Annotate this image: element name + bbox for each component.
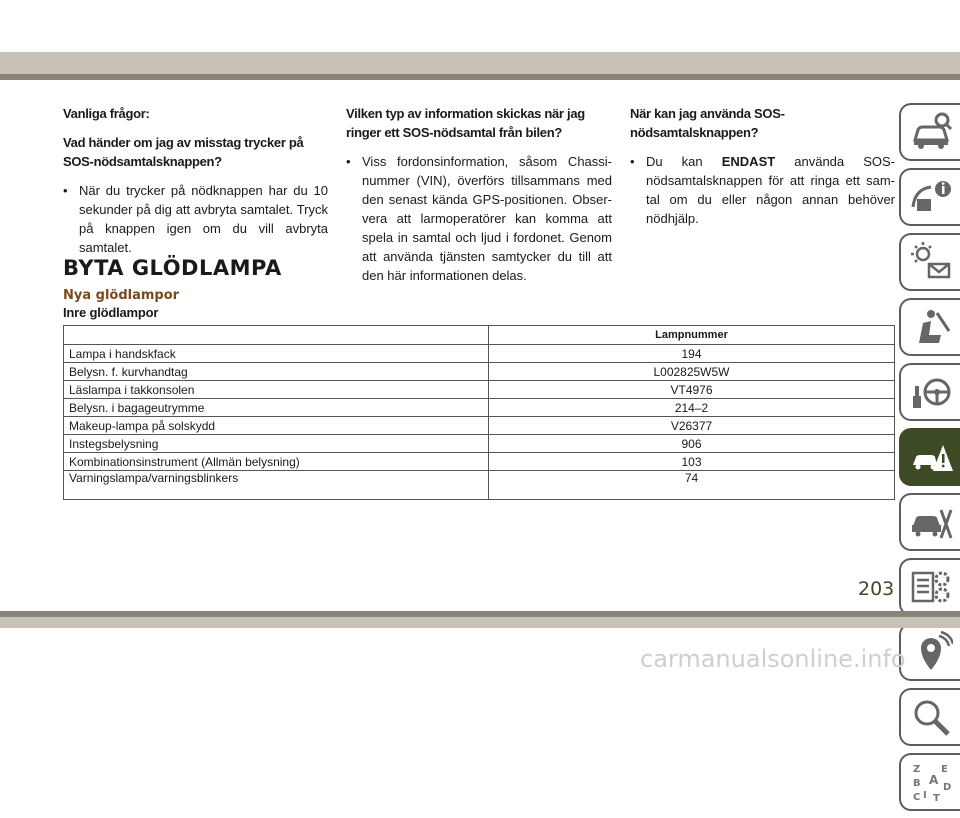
tab-roadside-emergency[interactable] (899, 428, 960, 486)
table-row (64, 453, 895, 471)
index-letter: C (912, 792, 920, 803)
index-letter: Z (912, 764, 920, 775)
table-row (64, 471, 895, 500)
bulb-name: Läslampa i takkonsolen (64, 381, 489, 399)
tab-car-service[interactable] (899, 493, 960, 551)
table-row (64, 417, 895, 435)
car-service-icon (909, 500, 953, 544)
faq-question-1: Vad händer om jag av misstag trycker på SOS-nödsamtalsknappen? (63, 135, 304, 169)
bulb-number: 74 (489, 471, 895, 500)
car-seat-icon (909, 305, 953, 349)
tab-car-info[interactable] (899, 103, 960, 161)
watermark: carmanualsonline.info (640, 645, 906, 673)
faq-answer-3-text (646, 152, 895, 228)
index-letter: B (912, 778, 921, 789)
roadside-emergency-icon (909, 435, 953, 479)
faq-question-3: När kan jag använda SOS-nödsamtalsknappen? (630, 106, 785, 140)
bulb-number: 194 (489, 345, 895, 363)
table-row (64, 363, 895, 381)
section-title: BYTA GLÖDLAMPA (63, 256, 282, 280)
bulb-number: 103 (489, 453, 895, 471)
index-letter: I (922, 790, 927, 801)
index-letters-icon (909, 760, 953, 804)
bulb-name: Instegsbelysning (64, 435, 489, 453)
bulb-name: Makeup-lampa på solskydd (64, 417, 489, 435)
faq-heading: Vanliga frågor: (63, 106, 150, 121)
specifications-icon (909, 565, 953, 609)
bulb-name: Kombinationsinstrument (Allmän belysning) (64, 453, 489, 471)
table-header-blank (64, 326, 489, 345)
dashboard-info-icon (909, 175, 953, 219)
warning-lights-icon (909, 240, 953, 284)
bulb-number: VT4976 (489, 381, 895, 399)
multimedia-icon (909, 630, 953, 674)
faq-answer-2 (346, 152, 612, 285)
tab-steering-wheel[interactable] (899, 363, 960, 421)
faq-column-2 (346, 104, 612, 285)
steering-wheel-icon (909, 370, 953, 414)
table-row (64, 345, 895, 363)
table-row (64, 435, 895, 453)
bulb-number: 214–2 (489, 399, 895, 417)
car-info-icon (909, 110, 953, 154)
bulb-number: 906 (489, 435, 895, 453)
top-band-stripe (0, 74, 960, 80)
faq-question-2: Vilken typ av information skickas när jag ringer ett SOS-nödsamtal från bilen? (346, 106, 585, 140)
index-letter: T (932, 793, 940, 804)
faq-answer-1 (63, 181, 328, 257)
faq-column-1 (63, 104, 328, 257)
bulb-name: Varningslampa/varningsblinkers (64, 471, 489, 500)
index-letter: A (928, 773, 938, 787)
faq-column-3 (630, 104, 895, 228)
bulb-name: Belysn. i bagageutrymme (64, 399, 489, 417)
tab-dashboard-info[interactable] (899, 168, 960, 226)
top-band (0, 52, 960, 74)
faq-answer-1-text: När du trycker på nödknappen har du 10 sekunder på dig att avbryta samtalet. Tryck på knappen igen om du vill avbryta samtalet. (79, 183, 328, 255)
bullet-point: • (346, 154, 351, 169)
faq-answer-3-emphasis: ENDAST (721, 154, 776, 169)
page-number: 203 (858, 578, 895, 600)
tab-multimedia[interactable] (899, 623, 960, 681)
table-row (64, 399, 895, 417)
bulb-name: Belysn. f. kurvhandtag (64, 363, 489, 381)
faq-answer-2-text: Viss fordonsinformation, såsom Chassi-nummer (VIN), överförs tillsammans med den senast kända GPS-positionen. Obser-vera att larmoperatörer kan komma att spela in samtal och ljud i fordonet. Genom att använda tjänsten samtycker du till att den här informationen delas. (362, 154, 612, 283)
faq-answer-3-post: använda SOS-nödsamtalsknappen för att ringa ett sam-tal om du eller någon annan behöver nödhjälp. (646, 154, 895, 226)
tab-specifications[interactable] (899, 558, 960, 616)
index-letter: D (942, 782, 951, 793)
index-letter: E (940, 764, 948, 775)
subsection-title: Nya glödlampor (63, 288, 180, 303)
faq-answer-3 (630, 152, 895, 228)
bullet-point: • (63, 183, 68, 198)
bulb-number: V26377 (489, 417, 895, 435)
tab-car-seat[interactable] (899, 298, 960, 356)
tab-warning-lights[interactable] (899, 233, 960, 291)
bulb-number: L002825W5W (489, 363, 895, 381)
table-header-row (64, 326, 895, 345)
search-icon (909, 695, 953, 739)
table-title: Inre glödlampor (63, 305, 159, 320)
bottom-band (0, 617, 960, 628)
table-header-number: Lampnummer (489, 326, 895, 345)
bulb-name: Lampa i handskfack (64, 345, 489, 363)
faq-answer-3-pre: Du kan (646, 154, 703, 169)
tab-index[interactable] (899, 753, 960, 811)
bulb-table (63, 325, 895, 500)
chapter-tabs (899, 103, 960, 818)
tab-search[interactable] (899, 688, 960, 746)
table-row (64, 381, 895, 399)
bullet-point: • (630, 154, 635, 169)
